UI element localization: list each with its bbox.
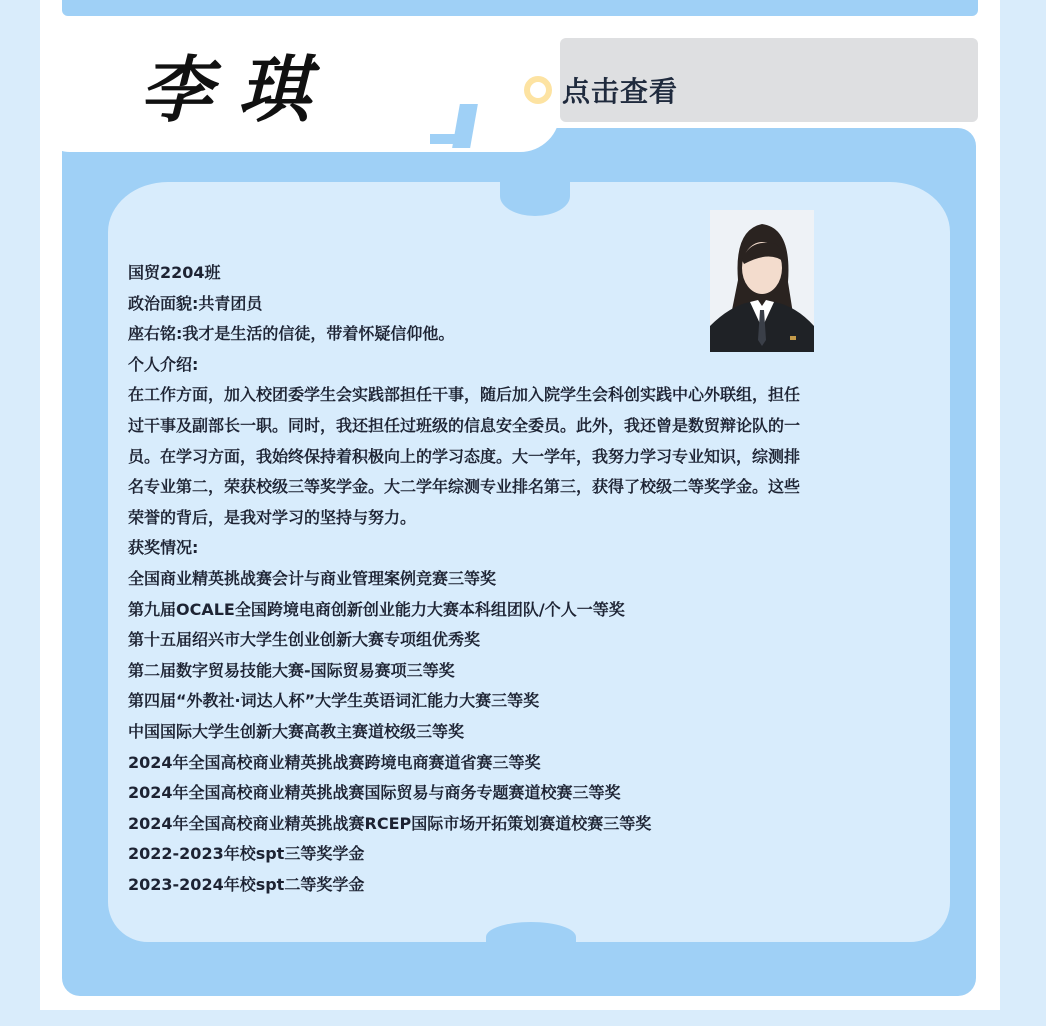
award-item: 2022-2023年校spt三等奖学金 (128, 844, 365, 864)
deco-stripe (430, 134, 470, 144)
view-details-link[interactable] (524, 70, 678, 110)
award-item: 中国国际大学生创新大赛高教主赛道校级三等奖 (128, 721, 465, 741)
award-item: 2024年全国高校商业精英挑战赛国际贸易与商务专题赛道校赛三等奖 (128, 783, 621, 803)
view-details-label: 点击查看 (562, 75, 679, 108)
book-spine-top (500, 176, 570, 216)
previous-card-blue-edge (62, 0, 978, 16)
intro-line: 荣誉的背后，是我对学习的坚持与努力。 (128, 507, 417, 527)
class-line: 国贸2204班 (128, 263, 221, 282)
intro-line: 员。在学习方面，我始终保持着积极向上的学习态度。大一学年，我努力学习专业知识，综测排 (128, 446, 801, 466)
intro-line: 在工作方面，加入校团委学生会实践部担任干事，随后加入院学生会科创实践中心外联组，担任 (128, 385, 801, 405)
award-item: 第十五届绍兴市大学生创业创新大赛专项组优秀奖 (128, 630, 481, 650)
award-item: 第二届数字贸易技能大赛-国际贸易赛项三等奖 (128, 660, 455, 680)
award-item: 第四届“外教社·词达人杯”大学生英语词汇能力大赛三等奖 (128, 691, 540, 711)
intro-heading: 个人介绍: (128, 354, 199, 374)
intro-line: 名专业第二，荣获校级三等奖学金。大二学年综测专业排名第三，获得了校级二等奖学金。这些 (128, 477, 801, 497)
award-item: 2023-2024年校spt二等奖学金 (128, 874, 365, 894)
intro-line: 过干事及副部长一职。同时，我还担任过班级的信息安全委员。此外，我还曾是数贸辩论队的一 (128, 415, 801, 435)
award-item: 全国商业精英挑战赛会计与商业管理案例竞赛三等奖 (128, 568, 497, 588)
page-bottom-edge (0, 1012, 1046, 1026)
political-line: 政治面貌:共青团员 (128, 293, 263, 313)
student-name: 李琪 (140, 47, 337, 132)
circle-dot-icon (524, 76, 552, 104)
award-item: 2024年全国高校商业精英挑战赛跨境电商赛道省赛三等奖 (128, 752, 541, 772)
awards-heading: 获奖情况: (128, 538, 199, 558)
profile-content (128, 258, 948, 900)
award-item: 第九届OCALE全国跨境电商创新创业能力大赛本科组团队/个人一等奖 (128, 599, 625, 619)
award-item: 2024年全国高校商业精英挑战赛RCEP国际市场开拓策划赛道校赛三等奖 (128, 813, 652, 833)
book-spine-bottom (486, 922, 576, 952)
motto-line: 座右铭:我才是生活的信徒，带着怀疑信仰他。 (128, 324, 455, 344)
